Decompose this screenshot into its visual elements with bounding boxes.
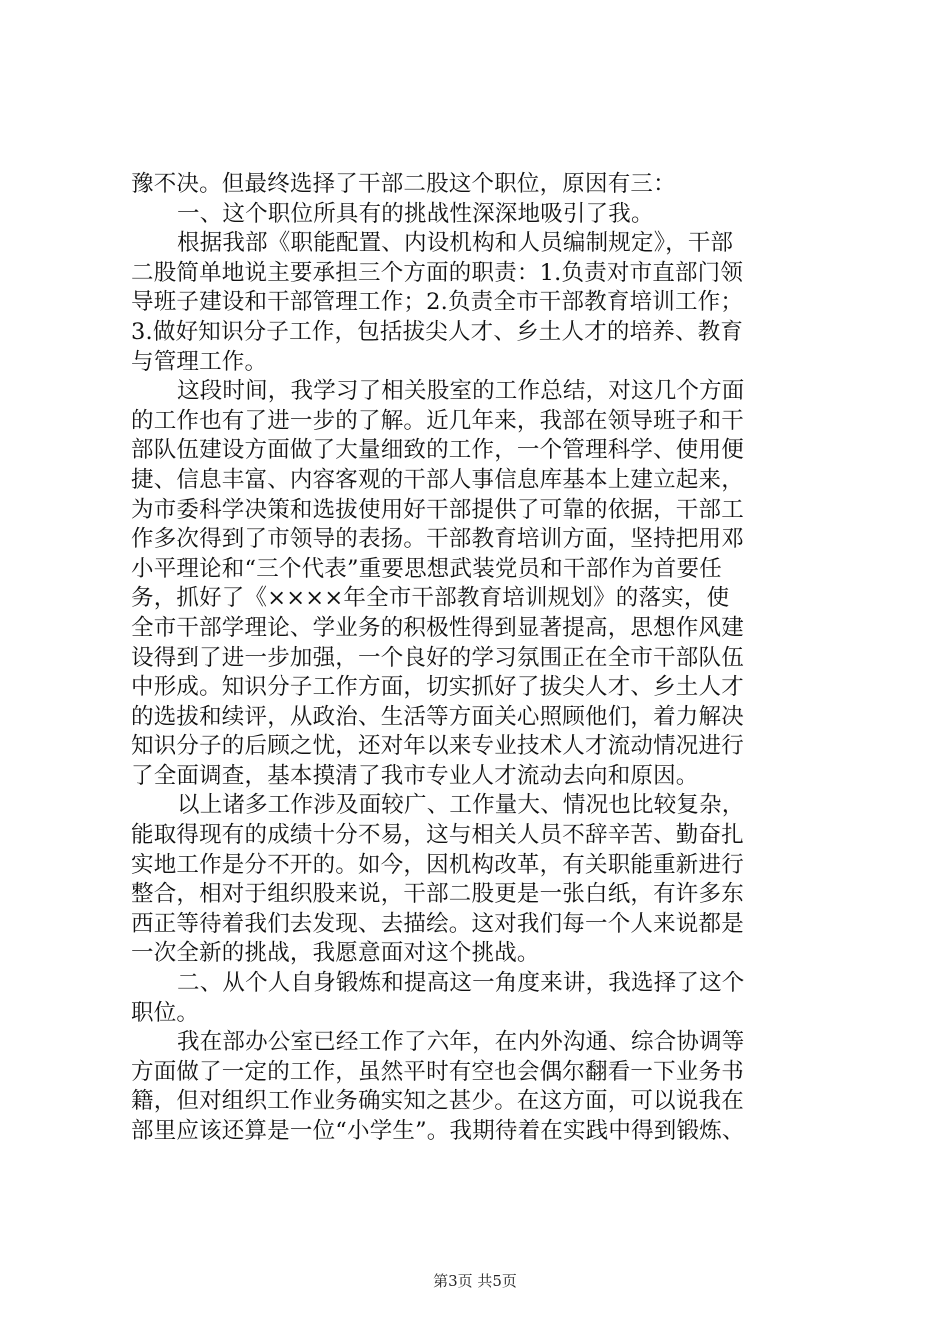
text-line: 整合，相对于组织股来说，干部二股更是一张白纸，有许多东 [131,881,744,908]
text-line: 西正等待着我们去发现、去描绘。这对我们每一个人来说都是 [131,910,744,937]
text-line: 知识分子的后顾之忧，还对年以来专业技术人才流动情况进行 [131,733,744,760]
text-line: 为市委科学决策和选拔使用好干部提供了可靠的依据，干部工 [131,496,744,523]
text-line: 的工作也有了进一步的了解。近几年来，我部在领导班子和干 [131,407,744,434]
text-line: 方面做了一定的工作，虽然平时有空也会偶尔翻看一下业务书 [131,1058,744,1085]
text-line: 一次全新的挑战，我愿意面对这个挑战。 [131,940,540,967]
text-line: 根据我部《职能配置、内设机构和人员编制规定》，干部 [177,230,734,257]
text-line: 作多次得到了市领导的表扬。干部教育培训方面，坚持把用邓 [131,526,744,553]
text-line: 与管理工作。 [131,348,268,375]
text-line: 部队伍建设方面做了大量细致的工作，一个管理科学、使用便 [131,437,744,464]
text-line: 二股简单地说主要承担三个方面的职责：1.负责对市直部门领 [131,259,744,286]
text-line: 导班子建设和干部管理工作；2.负责全市干部教育培训工作； [131,289,744,316]
text-line: 中形成。知识分子工作方面，切实抓好了拔尖人才、乡土人才 [131,674,744,701]
text-line: 二、从个人自身锻炼和提高这一角度来讲，我选择了这个 [177,970,745,997]
text-line: 3.做好知识分子工作，包括拔尖人才、乡土人才的培养、教育 [131,318,744,345]
text-line: 小平理论和“三个代表”重要思想武装党员和干部作为首要任 [131,555,722,582]
text-line: 籍，但对组织工作业务确实知之甚少。在这方面，可以说我在 [131,1088,744,1115]
text-line: 这段时间，我学习了相关股室的工作总结，对这几个方面 [177,378,745,405]
page-footer: 第3页 共5页 [433,1272,517,1290]
text-line: 职位。 [131,999,200,1026]
text-line: 设得到了进一步加强，一个良好的学习氛围正在全市干部队伍 [131,644,744,671]
text-line: 我在部办公室已经工作了六年，在内外沟通、综合协调等 [177,1029,745,1056]
text-line: 实地工作是分不开的。如今，因机构改革，有关职能重新进行 [131,851,744,878]
text-line: 的选拔和续评，从政治、生活等方面关心照顾他们，着力解决 [131,703,744,730]
text-line: 捷、信息丰富、内容客观的干部人事信息库基本上建立起来， [131,466,744,493]
text-line: 豫不决。但最终选择了干部二股这个职位，原因有三： [131,171,676,197]
text-line: 了全面调查，基本摸清了我市专业人才流动去向和原因。 [131,762,699,789]
text-line: 能取得现有的成绩十分不易，这与相关人员不辞辛苦、勤奋扎 [131,822,744,849]
text-line: 务，抓好了《××××年全市干部教育培训规划》的落实，使 [131,585,730,612]
text-line: 一、这个职位所具有的挑战性深深地吸引了我。 [177,200,654,227]
body-text [131,170,856,1147]
text-line: 以上诸多工作涉及面较广、工作量大、情况也比较复杂， [177,792,745,819]
text-line: 全市干部学理论、学业务的积极性得到显著提高，思想作风建 [131,614,744,641]
text-line: 部里应该还算是一位“小学生”。我期待着在实践中得到锻炼、 [131,1118,745,1144]
